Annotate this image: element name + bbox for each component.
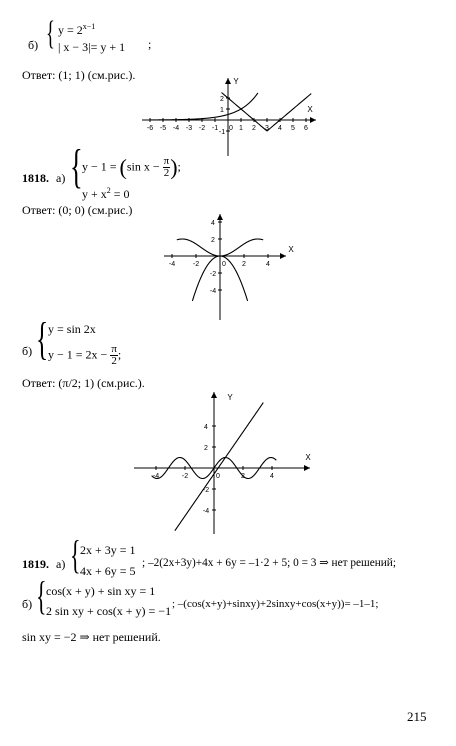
y-tick-label: 4 xyxy=(204,424,208,431)
x-tick-label: -1 xyxy=(211,125,219,132)
x-tick-label: 6 xyxy=(304,125,308,132)
x-tick-label: -4 xyxy=(152,473,160,480)
y-tick-label: 4 xyxy=(211,220,215,227)
answer-1818b: Ответ: (π/2; 1) (см.рис.). xyxy=(22,376,145,390)
pi-over-2: $\frac{\pi}{2}$ xyxy=(163,155,170,179)
y-tick-label: 2 xyxy=(211,237,215,244)
eq1-exponent: x−1 xyxy=(82,22,96,31)
y-tick-label: -2 xyxy=(202,487,210,494)
y-axis-label: Y xyxy=(233,77,239,86)
problem-number-1818: 1818. xyxy=(22,171,49,185)
equation-2: $y + x^2 = 0$ xyxy=(82,186,130,201)
x-tick-label: 0 xyxy=(216,473,220,480)
equation-1: cos(x + y) + sin xy = 1 xyxy=(46,584,156,598)
page-number: 215 xyxy=(407,709,427,724)
answer-1: Ответ: (1; 1) (см.рис.). xyxy=(22,68,136,82)
x-tick-label: 3 xyxy=(265,125,269,132)
x-tick-label: -3 xyxy=(185,125,193,132)
system-brace: { xyxy=(46,15,55,52)
eq1-inner: sin x − xyxy=(126,159,160,174)
pi-over-2: $\frac{\pi}{2}$ xyxy=(111,343,117,367)
x-axis-arrow xyxy=(310,117,316,123)
x-tick-label: 2 xyxy=(242,261,246,268)
x-tick-label: -5 xyxy=(159,125,167,132)
graph-2-content xyxy=(164,214,294,320)
label-b: б) xyxy=(22,597,33,611)
equation-1 xyxy=(58,20,95,37)
y-tick-label: -4 xyxy=(202,508,210,515)
y-tick-label: 1 xyxy=(220,107,224,114)
x-tick-label: -2 xyxy=(181,473,189,480)
y-axis-arrow xyxy=(211,392,217,398)
equation-1: 2x + 3y = 1 xyxy=(80,543,136,557)
eq1-left: y − 1 = xyxy=(82,159,117,174)
equation-2: 4x + 6y = 5 xyxy=(80,564,136,578)
equation-2: | x − 3|= y + 1 xyxy=(58,40,126,54)
graph-3-content xyxy=(134,392,311,534)
label-a: а) xyxy=(56,557,66,571)
equation-2: 2 sin xy + cos(x + y) = −1 xyxy=(46,604,172,618)
graph-3 xyxy=(130,388,320,538)
equation-1: y − 1 = (sin x − $\frac{\pi}{2}$ ); xyxy=(82,154,181,180)
x-tick-label: 0 xyxy=(222,261,226,268)
x-tick-label: 4 xyxy=(266,261,270,268)
y-tick-label: -1 xyxy=(218,129,226,136)
solution-1819b: ; –(cos(x+y)+sinxy)+2sinxy+cos(x+y))= –1–1; xyxy=(172,598,379,610)
x-tick-label: 2 xyxy=(252,125,256,132)
origin-label: 0 xyxy=(229,125,233,132)
system-brace: { xyxy=(36,573,47,618)
y-axis-arrow xyxy=(217,214,223,220)
y-tick-label: -2 xyxy=(209,271,217,278)
equation-2: y − 1 = 2x − $\frac{\pi}{2}$ ; xyxy=(48,343,122,367)
x-tick-label: 1 xyxy=(239,125,243,132)
y-tick-label: 2 xyxy=(204,445,208,452)
system-brace: { xyxy=(70,532,81,577)
problem-number-1819: 1819. xyxy=(22,557,49,571)
x-tick-label: -6 xyxy=(146,125,154,132)
answer-1818a: Ответ: (0; 0) (см.рис.) xyxy=(22,203,133,217)
x-tick-label: -2 xyxy=(192,261,200,268)
label-b: б) xyxy=(28,38,39,52)
x-tick-label: 5 xyxy=(291,125,295,132)
x-axis-label: X xyxy=(305,453,311,462)
x-tick-label: 2 xyxy=(241,473,245,480)
label-b: б) xyxy=(22,344,33,358)
solution-1819a: ; –2(2x+3y)+4x + 6y = –1·2 + 5; 0 = 3 ⇒ нет решений; xyxy=(142,557,396,569)
solution-1819b-line2: sin xy = −2 ⇒ нет решений. xyxy=(22,630,161,644)
eq1-text: y = 2 xyxy=(58,23,83,37)
graph-2 xyxy=(158,212,298,322)
x-tick-label: -4 xyxy=(168,261,176,268)
x-tick-label: 4 xyxy=(278,125,282,132)
y-tick-label: -4 xyxy=(209,288,217,295)
exp-curve xyxy=(150,93,258,120)
y-axis-arrow xyxy=(225,78,231,84)
y-tick-label: 2 xyxy=(220,96,224,103)
x-axis-label: X xyxy=(307,105,313,114)
graph-1 xyxy=(140,76,320,158)
x-tick-label: -4 xyxy=(172,125,180,132)
semicolon: ; xyxy=(148,37,152,51)
x-tick-label: -2 xyxy=(198,125,206,132)
system-brace: { xyxy=(70,140,83,193)
system-brace: { xyxy=(36,313,49,364)
graph-1-content xyxy=(142,77,316,156)
x-axis-arrow xyxy=(304,465,310,471)
y-axis-label: Y xyxy=(227,393,233,402)
line-curve xyxy=(175,403,263,531)
x-tick-label: 4 xyxy=(270,473,274,480)
equation-1: y = sin 2x xyxy=(48,322,96,336)
x-axis-arrow xyxy=(280,253,286,259)
x-axis-label: X xyxy=(288,245,294,254)
label-a: а) xyxy=(56,171,66,185)
